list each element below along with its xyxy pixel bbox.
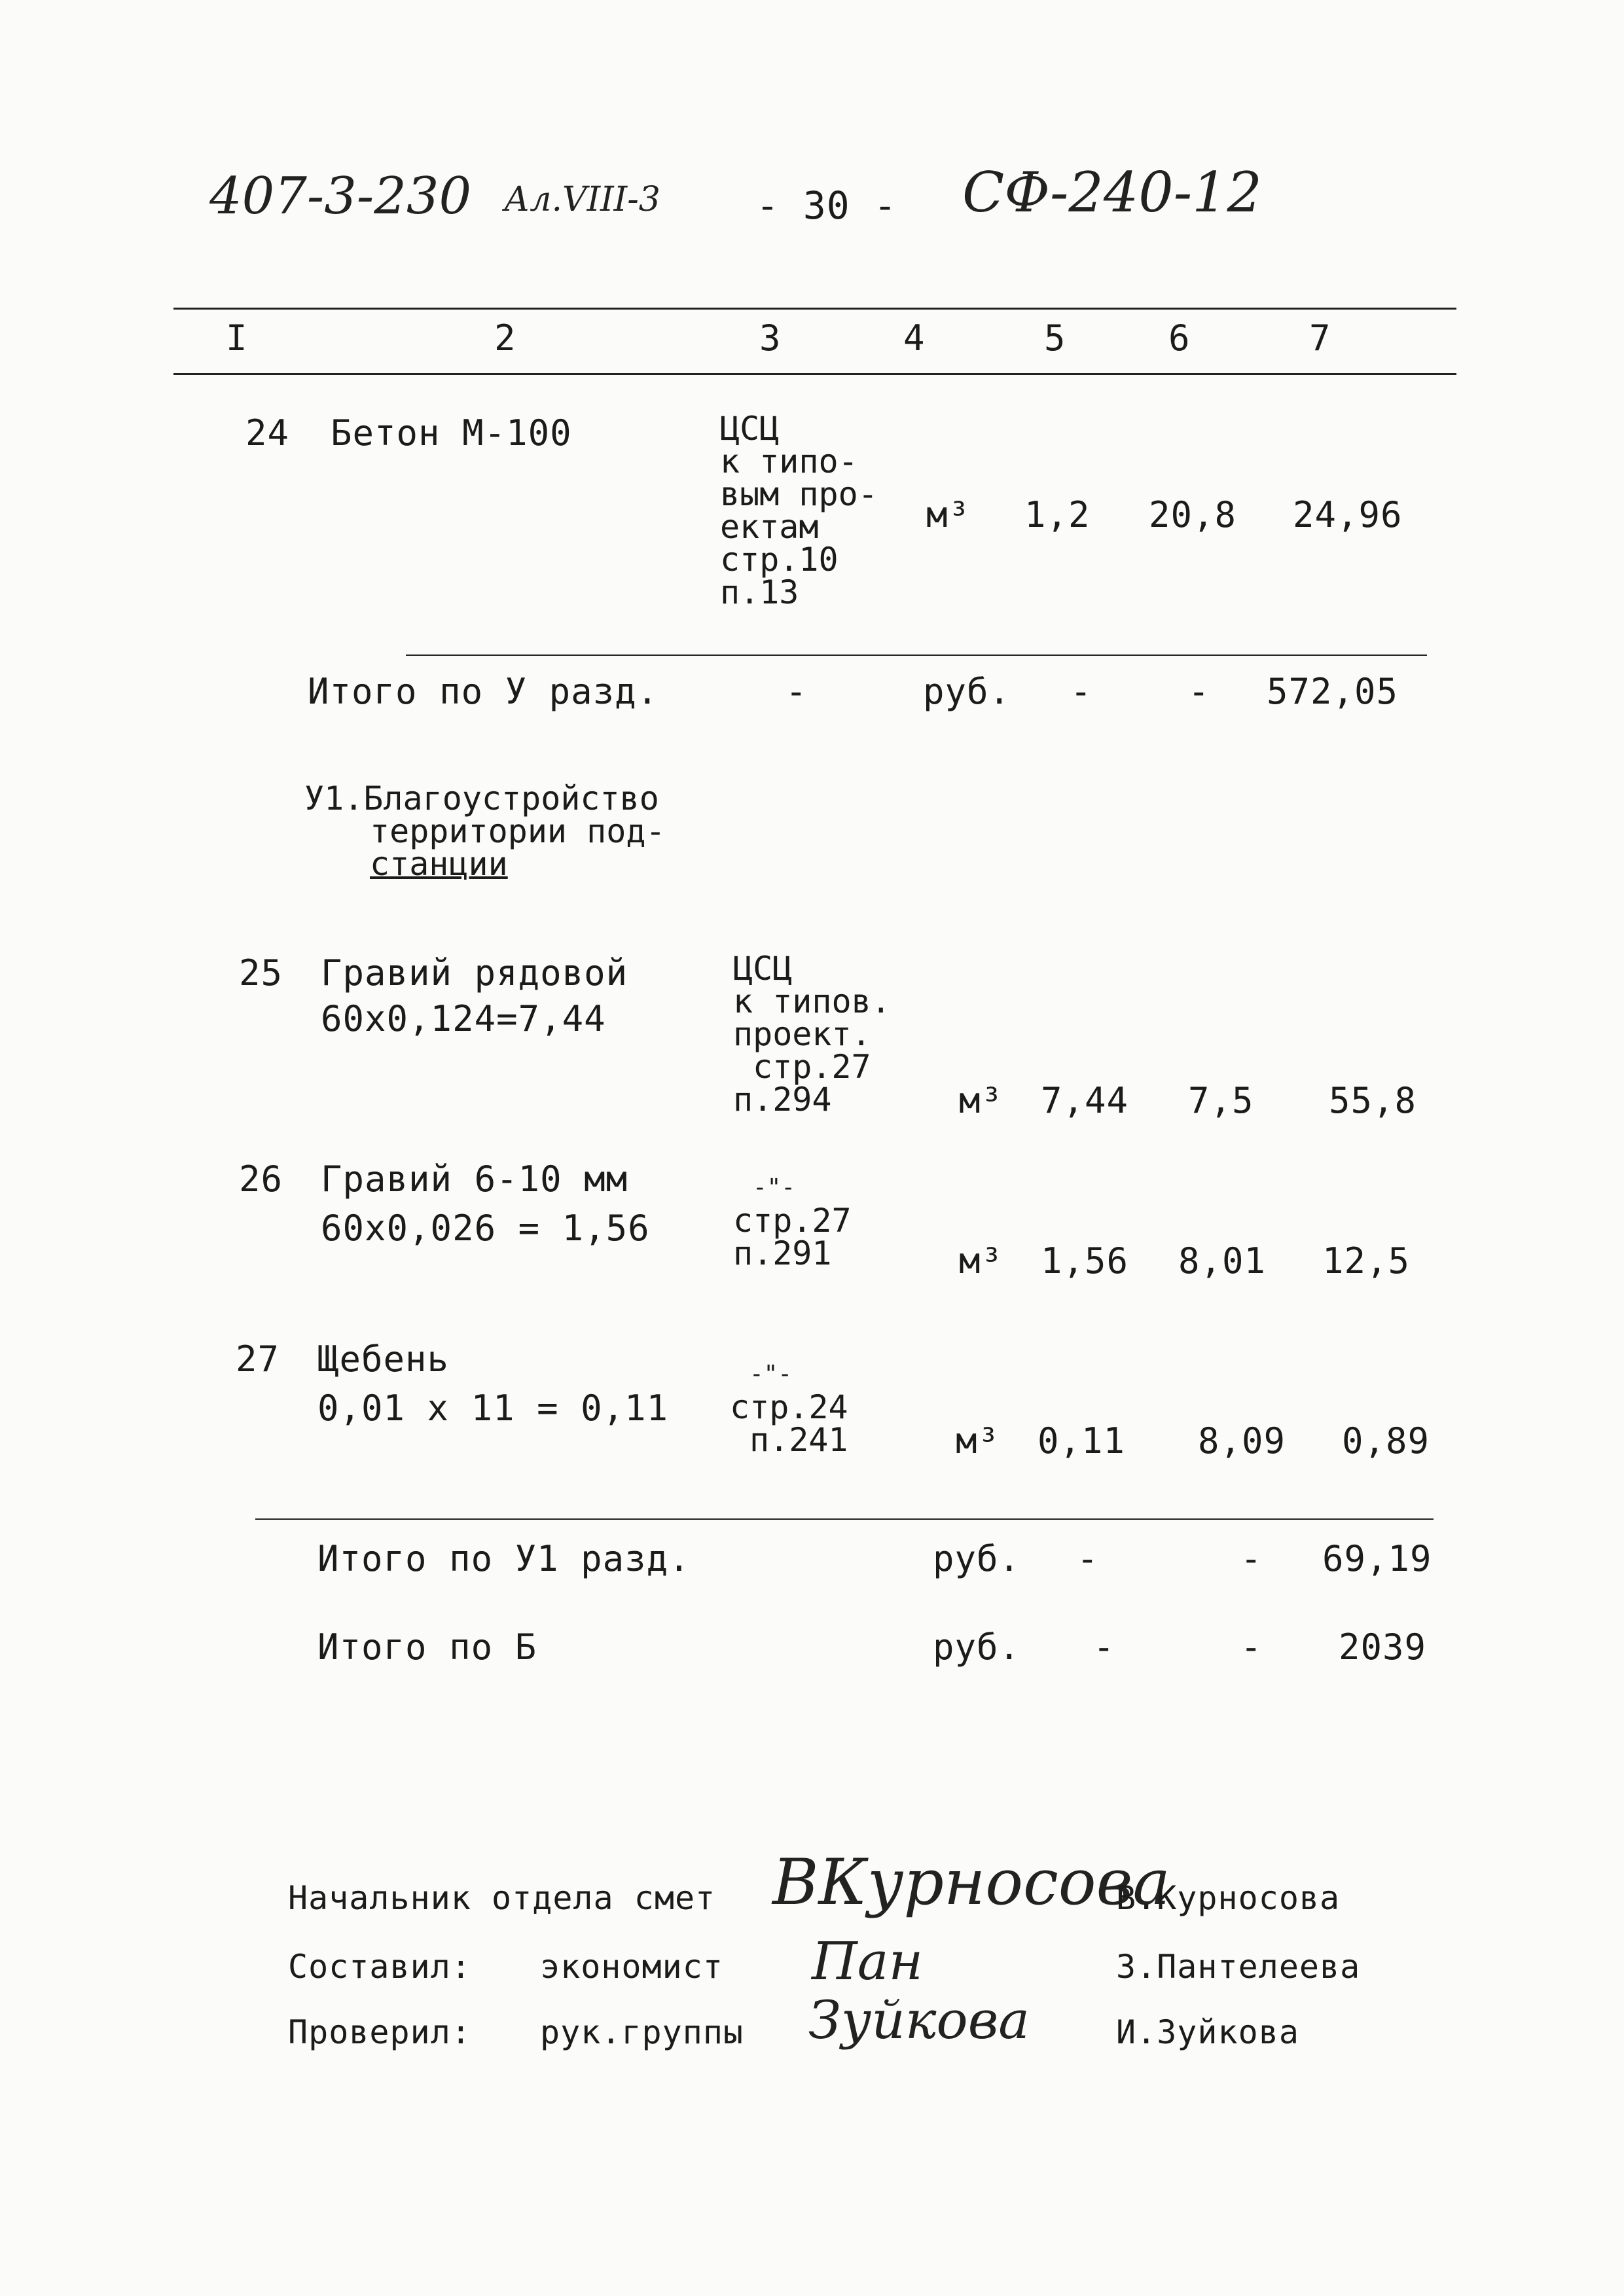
- column-header-1: I: [226, 317, 248, 359]
- column-header-4: 4: [903, 317, 926, 359]
- row-25-number: 25: [239, 952, 283, 994]
- document-code: 407-3-230: [209, 167, 472, 226]
- column-header-3: 3: [759, 317, 782, 359]
- row-25-name: Гравий рядовой: [321, 952, 628, 994]
- section-vi-rule: [255, 1518, 1434, 1520]
- signature-role-compiler: Составил:: [288, 1948, 471, 1986]
- total-section-vi-total: 69,19: [1322, 1538, 1432, 1579]
- signature-role-head: Начальник отдела смет: [288, 1879, 716, 1917]
- row-25-calculation: 60х0,124=7,44: [321, 998, 606, 1039]
- total-b-price: -: [1240, 1626, 1263, 1668]
- signature-position-checker: рук.группы: [540, 2013, 744, 2051]
- total-section-v-unit: руб.: [923, 671, 1011, 712]
- section-v-rule: [406, 655, 1427, 656]
- section-vi-heading: [304, 780, 666, 883]
- row-26-calculation: 60х0,026 = 1,56: [321, 1208, 650, 1249]
- total-b-unit: руб.: [933, 1626, 1021, 1668]
- row-27-total: 0,89: [1342, 1420, 1430, 1462]
- row-26-source-line: -"-: [753, 1174, 796, 1201]
- row-24-total: 24,96: [1293, 494, 1403, 535]
- row-26-number: 26: [239, 1158, 283, 1200]
- project-code: СФ-240-12: [962, 160, 1262, 224]
- total-section-v-price: -: [1188, 671, 1210, 712]
- signature-handwriting-head: ВКурносова: [772, 1846, 1170, 1919]
- row-26-source-line: стр.27: [733, 1202, 852, 1240]
- total-section-vi-price: -: [1240, 1538, 1263, 1579]
- row-27-source-line: п.241: [749, 1421, 848, 1459]
- row-25-unit: м³: [959, 1080, 1003, 1121]
- column-header-5: 5: [1044, 317, 1066, 359]
- total-section-vi-unit: руб.: [933, 1538, 1021, 1579]
- total-section-v-total: 572,05: [1267, 671, 1399, 712]
- row-24-price: 20,8: [1149, 494, 1237, 535]
- total-section-vi-label: Итого по У1 разд.: [317, 1538, 691, 1579]
- row-24-source: [720, 412, 878, 609]
- column-header-7: 7: [1309, 317, 1331, 359]
- album-number: Ал.VIII-3: [504, 180, 660, 219]
- row-25-total: 55,8: [1329, 1080, 1417, 1121]
- row-26-price: 8,01: [1178, 1240, 1267, 1282]
- header-bottom-rule: [173, 373, 1456, 375]
- row-26-source-line: п.291: [733, 1234, 832, 1272]
- row-26-unit: м³: [959, 1240, 1003, 1282]
- row-25-source-line: п.294: [733, 1081, 832, 1119]
- signature-name-head: В.Курносова: [1116, 1879, 1341, 1917]
- signature-position-compiler: экономист: [540, 1948, 723, 1986]
- page-number: - 30 -: [756, 183, 897, 228]
- row-27-number: 27: [236, 1338, 280, 1380]
- row-26-name: Гравий 6-10 мм: [321, 1158, 628, 1200]
- row-25-price: 7,5: [1188, 1080, 1254, 1121]
- row-24-source-line: стр.10: [720, 541, 839, 579]
- row-27-source-line: -"-: [749, 1361, 793, 1388]
- section-vi-heading-line: территории под-: [370, 812, 666, 850]
- signature-role-checker: Проверил:: [288, 2013, 471, 2051]
- row-25-source-line: ЦСЦ: [733, 950, 793, 988]
- column-header-2: 2: [494, 317, 516, 359]
- row-26-total: 12,5: [1322, 1240, 1411, 1282]
- total-section-v-label: Итого по У разд.: [308, 671, 659, 712]
- section-vi-heading-line: станции: [370, 845, 508, 883]
- row-26-quantity: 1,56: [1041, 1240, 1129, 1282]
- row-25-source-line: к типов.: [733, 982, 891, 1020]
- row-27-quantity: 0,11: [1038, 1420, 1126, 1462]
- row-24-source-line: ектам: [720, 508, 819, 546]
- row-24-source-line: к типо-: [720, 442, 858, 480]
- row-24-name: Бетон М-100: [331, 412, 572, 454]
- row-24-unit: м³: [926, 494, 971, 535]
- signature-handwriting-compiler: Пан: [812, 1931, 924, 1992]
- row-24-source-line: п.13: [720, 573, 799, 611]
- total-b-total: 2039: [1339, 1626, 1427, 1668]
- total-section-vi-quantity: -: [1077, 1538, 1099, 1579]
- row-27-price: 8,09: [1198, 1420, 1286, 1462]
- signature-name-compiler: З.Пантелеева: [1116, 1948, 1361, 1986]
- row-24-source-line: вым про-: [720, 475, 878, 513]
- row-24-number: 24: [245, 412, 290, 454]
- row-27-name: Щебень: [317, 1338, 450, 1380]
- signature-handwriting-checker: Зуйкова: [808, 1990, 1030, 2051]
- total-section-v-quantity: -: [1070, 671, 1092, 712]
- total-b-label: Итого по Б: [317, 1626, 537, 1668]
- row-26-source: [733, 1172, 852, 1270]
- section-vi-heading-line: У1.Благоустройство: [304, 780, 659, 817]
- row-27-calculation: 0,01 х 11 = 0,11: [317, 1388, 669, 1429]
- row-25-source-line: стр.27: [753, 1048, 871, 1086]
- row-24-quantity: 1,2: [1024, 494, 1091, 535]
- signature-name-checker: И.Зуйкова: [1116, 2013, 1299, 2051]
- row-25-quantity: 7,44: [1041, 1080, 1129, 1121]
- row-25-source-line: проект.: [733, 1015, 871, 1053]
- column-header-6: 6: [1168, 317, 1191, 359]
- row-27-source: [730, 1358, 848, 1459]
- total-section-v-source: -: [785, 671, 808, 712]
- row-27-source-line: стр.24: [730, 1388, 848, 1426]
- total-b-quantity: -: [1093, 1626, 1115, 1668]
- header-top-rule: [173, 308, 1456, 310]
- row-27-unit: м³: [956, 1420, 1000, 1462]
- row-25-source: [733, 950, 891, 1119]
- row-24-source-line: ЦСЦ: [720, 410, 780, 448]
